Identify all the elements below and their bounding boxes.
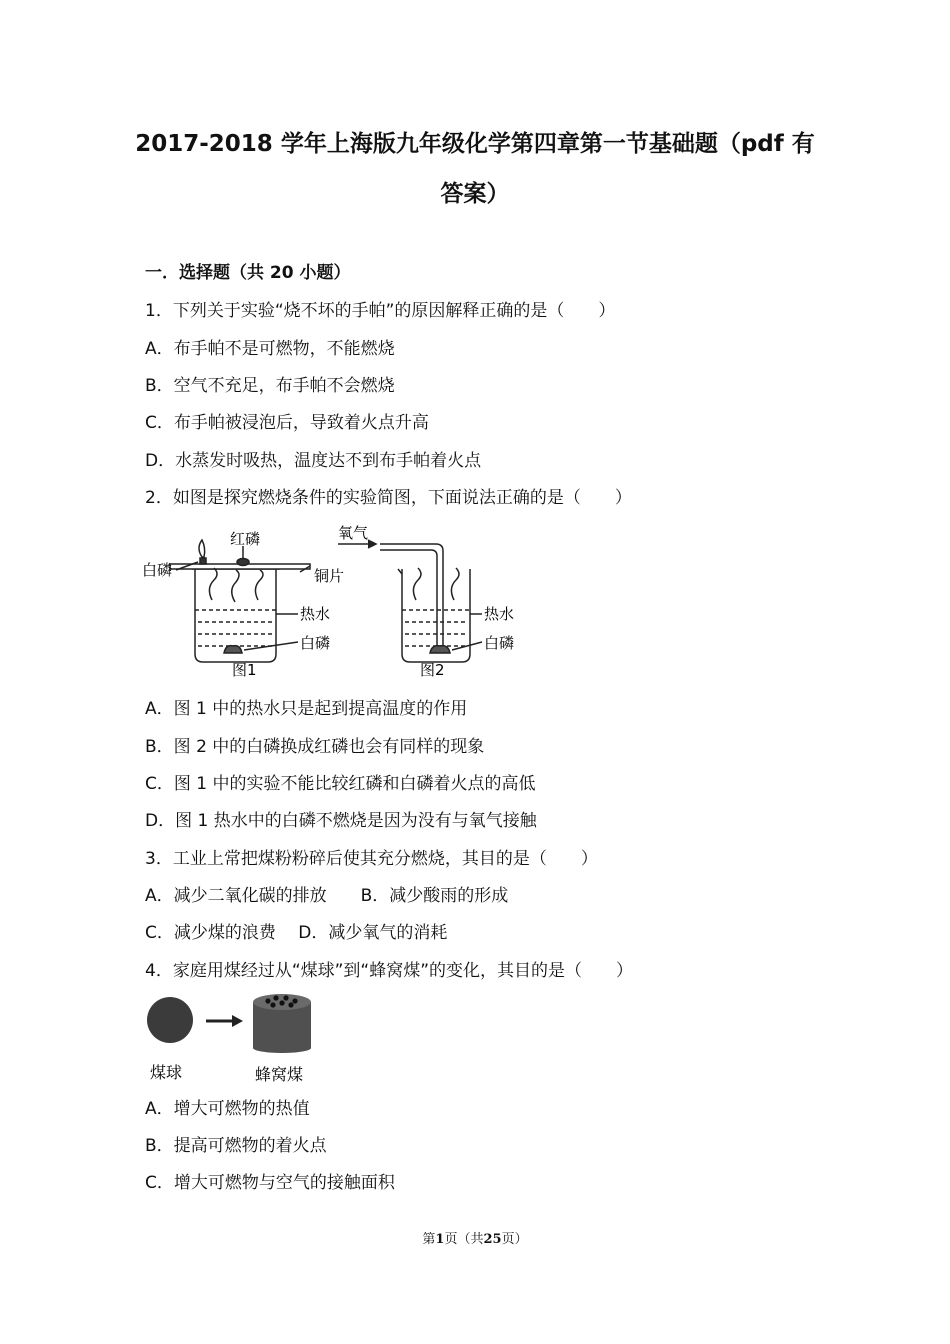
honeycomb-coal-icon <box>253 994 311 1053</box>
question-1-option-b: B．空气不充足，布手帕不会燃烧 <box>145 376 395 396</box>
coal-ball-icon <box>147 997 193 1043</box>
section-heading: 一．选择题（共 20 小题） <box>145 263 351 283</box>
label-hot-water-1: 热水 <box>300 605 331 623</box>
question-2-option-c: C．图 1 中的实验不能比较红磷和白磷着火点的高低 <box>145 774 536 794</box>
document-title-line-1: 2017-2018 学年上海版九年级化学第四章第一节基础题（pdf 有 <box>135 131 815 157</box>
question-1-option-d: D．水蒸发时吸热，温度达不到布手帕着火点 <box>145 451 482 471</box>
footer-suffix: 页） <box>501 1232 528 1247</box>
figure-1-apparatus <box>170 540 310 662</box>
figure-2-apparatus <box>338 540 482 662</box>
question-2-option-d: D．图 1 热水中的白磷不燃烧是因为没有与氧气接触 <box>145 811 537 831</box>
question-1-option-a: A．布手帕不是可燃物，不能燃烧 <box>145 339 395 359</box>
question-4-stem: 4．家庭用煤经过从“煤球”到“蜂窝煤”的变化，其目的是（ ） <box>145 961 634 981</box>
question-4-option-a: A．增大可燃物的热值 <box>145 1099 310 1119</box>
label-white-phosphorus-2: 白磷 <box>484 634 515 652</box>
question-3-options-ab: A．减少二氧化碳的排放 B．减少酸雨的形成 <box>145 886 509 906</box>
page-footer <box>0 1228 950 1247</box>
question-4-option-c: C．增大可燃物与空气的接触面积 <box>145 1173 395 1193</box>
figure-1-caption: 图1 <box>232 661 257 679</box>
label-honeycomb-coal: 蜂窝煤 <box>255 1065 304 1084</box>
question-1-option-c: C．布手帕被浸泡后，导致着火点升高 <box>145 413 429 433</box>
figure-2-caption: 图2 <box>420 661 445 679</box>
question-1-stem: 1．下列关于实验“烧不坏的手帕”的原因解释正确的是（ ） <box>145 301 616 321</box>
label-hot-water-2: 热水 <box>484 605 515 623</box>
coal-figure <box>140 990 340 1086</box>
label-white-phosphorus-1: 白磷 <box>300 634 331 652</box>
label-white-phosphorus-copper: 白磷 <box>142 561 173 579</box>
question-3-options-cd: C．减少煤的浪费 D．减少氧气的消耗 <box>145 923 448 943</box>
question-3-stem: 3．工业上常把煤粉粉碎后使其充分燃烧，其目的是（ ） <box>145 849 598 869</box>
footer-middle: 页（共 <box>444 1232 484 1247</box>
question-2-stem: 2．如图是探究燃烧条件的实验简图，下面说法正确的是（ ） <box>145 488 632 508</box>
question-2-option-b: B．图 2 中的白磷换成红磷也会有同样的现象 <box>145 737 485 757</box>
label-red-phosphorus: 红磷 <box>230 530 261 548</box>
label-coal-ball: 煤球 <box>150 1063 183 1082</box>
question-2-option-a: A．图 1 中的热水只是起到提高温度的作用 <box>145 699 468 719</box>
footer-total-pages: 25 <box>483 1232 502 1247</box>
label-oxygen: 氧气 <box>338 524 369 542</box>
combustion-experiment-figure <box>140 522 540 682</box>
footer-prefix: 第 <box>422 1232 436 1247</box>
question-4-option-b: B．提高可燃物的着火点 <box>145 1136 327 1156</box>
footer-page-number: 1 <box>435 1232 445 1247</box>
label-copper-sheet: 铜片 <box>314 567 345 585</box>
document-title-line-2: 答案） <box>440 181 510 207</box>
